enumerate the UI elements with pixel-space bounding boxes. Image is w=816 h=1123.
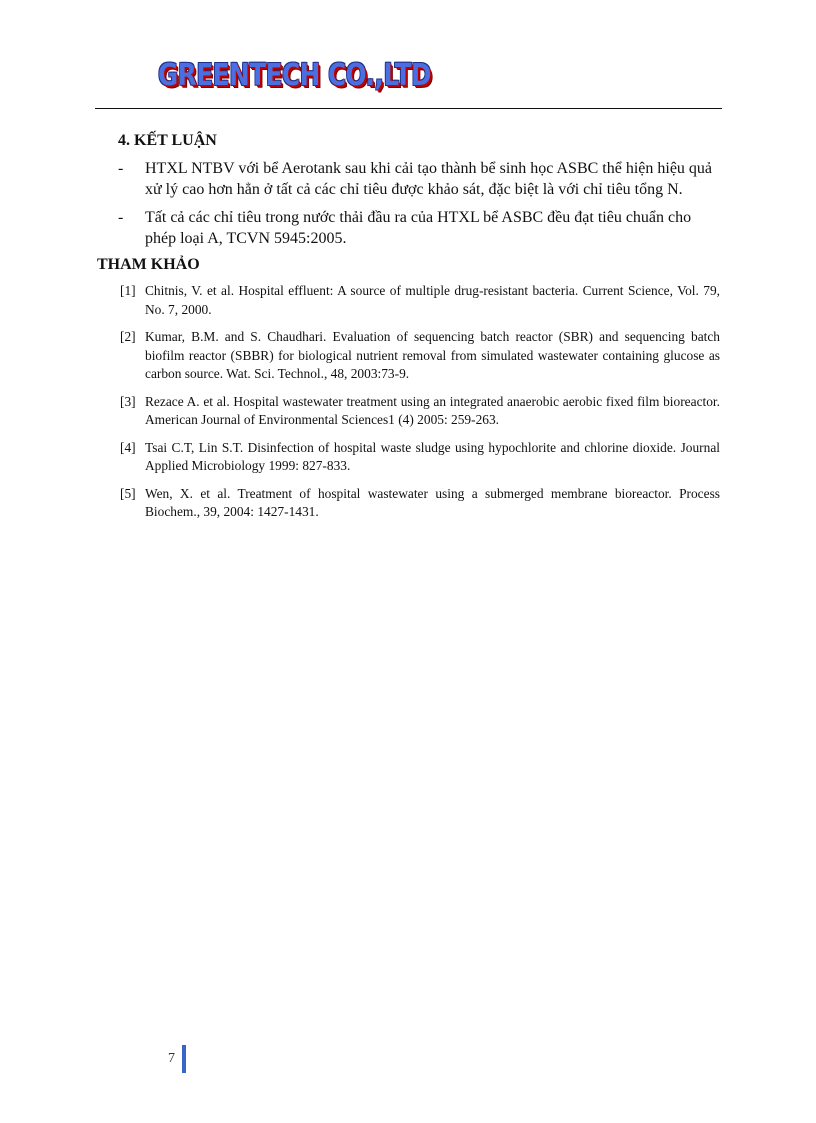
page-number-accent-bar bbox=[182, 1045, 186, 1073]
references-title: THAM KHẢO bbox=[97, 256, 200, 273]
conclusion-text: Tất cả các chỉ tiêu trong nước thải đầu ra của HTXL bể ASBC đều đạt tiêu chuẩn cho phép loại A, TCVN 5945:2005. bbox=[145, 209, 692, 247]
page-number: 7 bbox=[168, 1051, 175, 1066]
reference-item bbox=[120, 485, 720, 522]
reference-text: Rezace A. et al. Hospital wastewater treatment using an integrated anaerobic aerobic fixed film bioreactor. American Journal of Environmental Sciences1 (4) 2005: 259-263. bbox=[145, 393, 720, 427]
reference-item bbox=[120, 328, 720, 384]
reference-item bbox=[120, 439, 720, 476]
reference-number: [3] bbox=[120, 393, 136, 409]
bullet-dash: - bbox=[118, 209, 124, 226]
bullet-dash: - bbox=[118, 160, 124, 177]
section-title-conclusion: 4. KẾT LUẬN bbox=[118, 132, 217, 149]
company-logo: GREENTECH CO.,LTD bbox=[158, 58, 432, 93]
reference-text: Chitnis, V. et al. Hospital effluent: A source of multiple drug-resistant bacteria. Current Science, Vol. 79, No. 7, 2000. bbox=[145, 283, 720, 317]
reference-number: [1] bbox=[120, 283, 136, 298]
reference-number: [5] bbox=[120, 485, 136, 501]
reference-text: Kumar, B.M. and S. Chaudhari. Evaluation of sequencing batch reactor (SBR) and sequencing batch biofilm reactor (SBBR) for biological nutrient removal from simulated wastewater containing glucose as carbon source. Wat. Sci. Technol., 48, 2003:73-9. bbox=[145, 329, 720, 381]
conclusion-item bbox=[118, 207, 718, 249]
conclusion-item bbox=[118, 158, 718, 200]
header-divider bbox=[95, 108, 722, 109]
conclusion-list bbox=[118, 158, 718, 256]
reference-item bbox=[120, 282, 720, 319]
conclusion-text: HTXL NTBV với bể Aerotank sau khi cải tạo thành bể sinh học ASBC thể hiện hiệu quả xử lý cao hơn hẳn ở tất cả các chỉ tiêu được khảo sát, đặc biệt là với chỉ tiêu tổng N. bbox=[145, 160, 713, 198]
references-list bbox=[120, 282, 720, 531]
reference-text: Wen, X. et al. Treatment of hospital wastewater using a submerged membrane bioreactor. Process Biochem., 39, 2004: 1427-1431. bbox=[145, 485, 720, 519]
reference-item bbox=[120, 393, 720, 430]
reference-text: Tsai C.T, Lin S.T. Disinfection of hospital waste sludge using hypochlorite and chlorine dioxide. Journal Applied Microbiology 1999: 827-833. bbox=[145, 439, 720, 473]
reference-number: [4] bbox=[120, 439, 136, 455]
reference-number: [2] bbox=[120, 329, 136, 344]
